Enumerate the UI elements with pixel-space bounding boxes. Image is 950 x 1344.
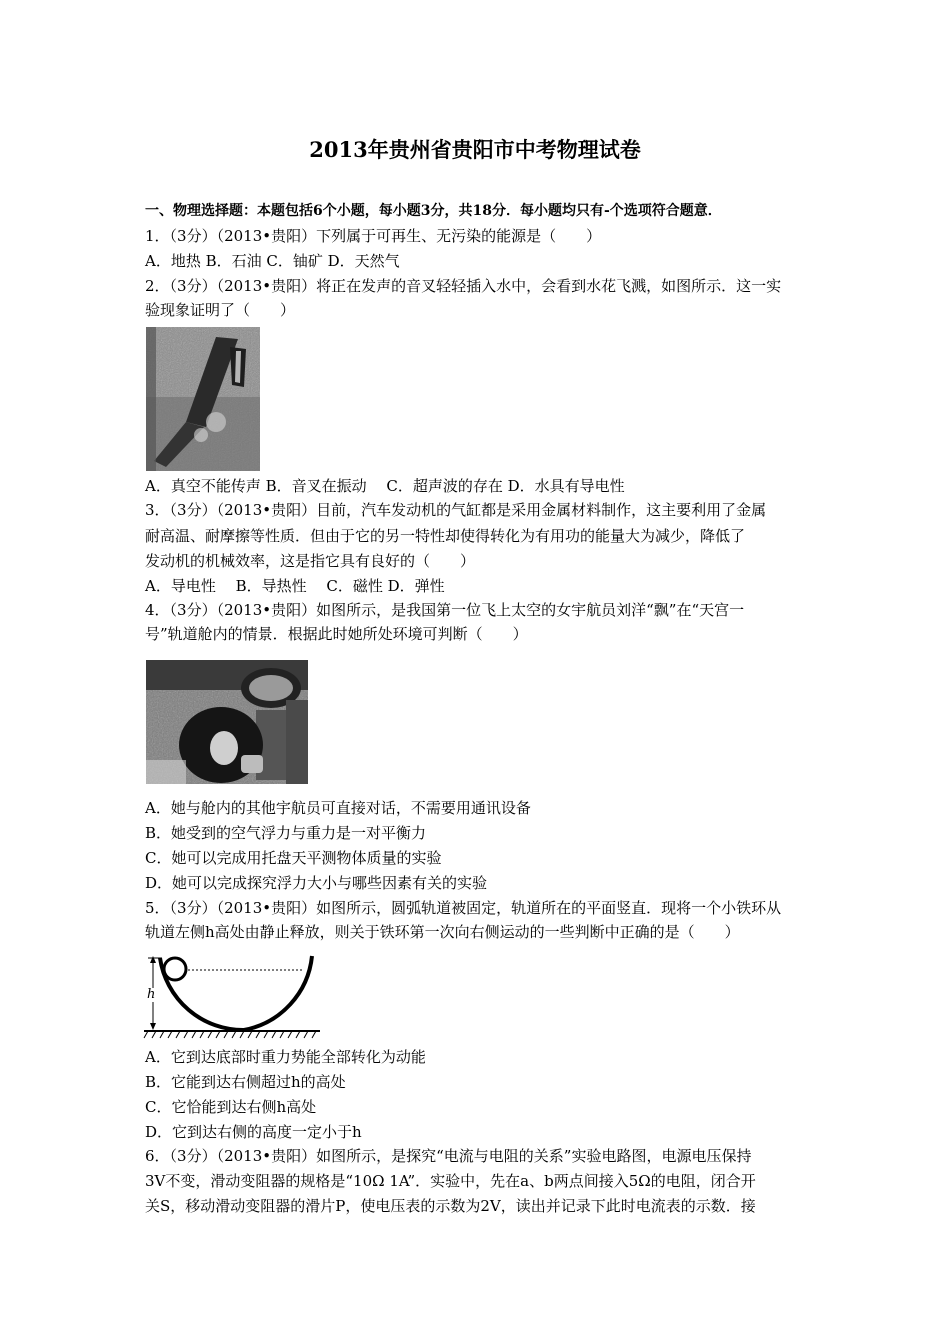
q5-option-b: B．它能到达右侧超过h的高处: [145, 1073, 346, 1091]
q4-option-c: C．她可以完成用托盘天平测物体质量的实验: [145, 849, 442, 867]
section-heading: 一、物理选择题：本题包括6个小题，每小题3分，共18分．每小题均只有-个选项符合题意．: [145, 203, 722, 219]
astronaut-in-capsule-photo: [146, 660, 308, 784]
q2-stem-line1: 2．（3分）（2013•贵阳）将正在发声的音叉轻轻插入水中，会看到水花飞溅，如图所示．这一实: [145, 277, 782, 295]
q6-stem-line2: 3V不变，滑动变阻器的规格是“10Ω 1A”．实验中，先在a、b两点间接入5Ω的电阻，闭合开: [145, 1172, 756, 1190]
q5-option-d: D．它到达右侧的高度一定小于h: [145, 1123, 362, 1141]
q2-options: A．真空不能传声 B．音叉在振动 C．超声波的存在 D．水具有导电性: [145, 477, 625, 495]
tuning-fork-water-photo: [146, 327, 260, 471]
q5-stem-line1: 5．（3分）（2013•贵阳）如图所示，圆弧轨道被固定，轨道所在的平面竖直．现将一个小铁环从: [145, 899, 782, 917]
q3-stem-line2: 耐高温、耐摩擦等性质．但由于它的另一特性却使得转化为有用功的能量大为减少，降低了: [145, 527, 746, 545]
q6-stem-line3: 关S，移动滑动变阻器的滑片P，使电压表的示数为2V，读出并记录下此时电流表的示数．接: [145, 1197, 756, 1215]
q5-stem-line2: 轨道左侧h高处由静止释放，则关于铁环第一次向右侧运动的一些判断中正确的是（ ）: [145, 923, 740, 941]
q3-stem-line3: 发动机的机械效率，这是指它具有良好的（ ）: [145, 552, 476, 570]
height-h-label: h: [147, 987, 156, 1002]
q4-option-a: A．她与舱内的其他宇航员可直接对话，不需要用通讯设备: [145, 799, 531, 817]
q4-stem-line2: 号”轨道舱内的情景．根据此时她所处环境可判断（ ）: [145, 625, 528, 643]
q3-options: A．导电性 B．导热性 C．磁性 D．弹性: [145, 577, 445, 595]
q1-stem: 1．（3分）（2013•贵阳）下列属于可再生、无污染的能源是（ ）: [145, 227, 602, 245]
q4-option-b: B．她受到的空气浮力与重力是一对平衡力: [145, 824, 427, 842]
q3-stem-line1: 3．（3分）（2013•贵阳）目前，汽车发动机的气缸都是采用金属材料制作，这主要利用了金属: [145, 501, 767, 519]
q2-stem-line2: 验现象证明了（ ）: [145, 301, 296, 319]
q1-options: A．地热 B．石油 C．铀矿 D．天然气: [145, 252, 400, 270]
q5-option-a: A．它到达底部时重力势能全部转化为动能: [145, 1048, 426, 1066]
arc-track-diagram: [142, 950, 322, 1040]
q5-option-c: C．它恰能到达右侧h高处: [145, 1098, 317, 1116]
q4-option-d: D．她可以完成探究浮力大小与哪些因素有关的实验: [145, 874, 488, 892]
q6-stem-line1: 6．（3分）（2013•贵阳）如图所示，是探究“电流与电阻的关系”实验电路图，电源电压保持: [145, 1147, 752, 1165]
page-title: 2013年贵州省贵阳市中考物理试卷: [309, 137, 641, 162]
q4-stem-line1: 4．（3分）（2013•贵阳）如图所示，是我国第一位飞上太空的女宇航员刘洋“飘”在“天宫一: [145, 601, 745, 619]
